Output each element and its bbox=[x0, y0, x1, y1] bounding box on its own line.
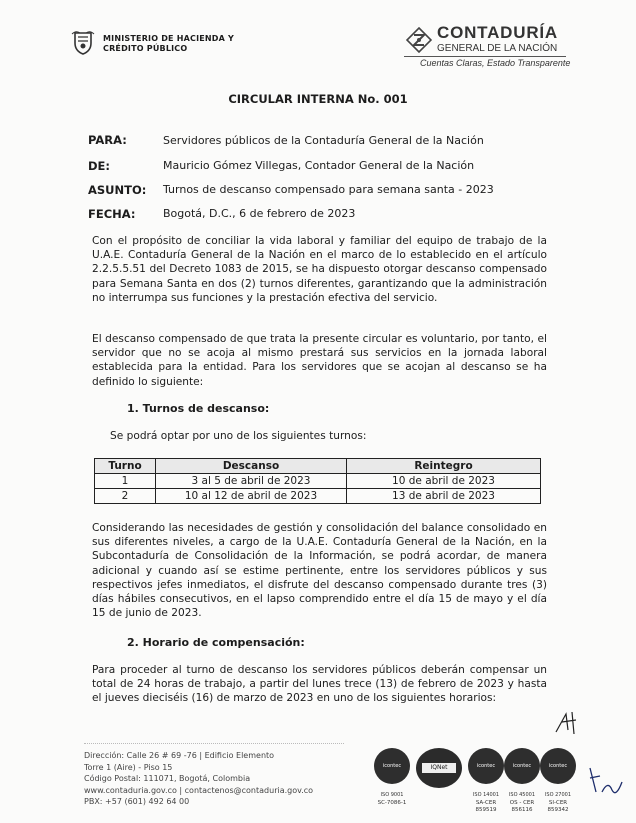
section-2-title: 2. Horario de compensación: bbox=[127, 636, 305, 649]
asunto-value: Turnos de descanso compensado para semana santa - 2023 bbox=[163, 183, 494, 196]
icontec-badge-icon bbox=[468, 748, 504, 784]
cert-code: SI-CER 859342 bbox=[547, 800, 569, 813]
footer-divider bbox=[84, 743, 344, 744]
table-cell: 3 al 5 de abril de 2023 bbox=[156, 474, 347, 489]
iqnet-label: IQNet bbox=[422, 763, 456, 773]
ministry-name bbox=[103, 34, 234, 54]
icontec-label: icontec bbox=[512, 763, 532, 769]
footer-address: Dirección: Calle 26 # 69 -76 | Edificio Elemento bbox=[84, 751, 275, 760]
iqnet-badge-icon bbox=[416, 748, 462, 788]
contaduria-logo-icon bbox=[406, 27, 432, 53]
handwritten-signature-icon bbox=[586, 762, 626, 802]
section-1-title: 1. Turnos de descanso: bbox=[127, 402, 270, 415]
compensation-paragraph: Para proceder al turno de descanso los servidores públicos deberán compensar un total de 24 horas de trabajo, a partir del lunes trece (13) de febrero de 2023 y hasta el jueves dieciséis (16) de marzo de 2023 en uno de los siguientes horarios: bbox=[92, 664, 547, 705]
consolidation-paragraph: Considerando las necesidades de gestión y consolidación del balance consolidado en sus diferentes niveles, a cargo de la U.A.E. Contaduría General de la Nación, en la Subcontaduría de Consolidación de la Información, se podrá acordar, de manera adicional y cuando así se estime pertinente, entre los servidores públicos y sus respectivos jefes inmediatos, el disfrute del descanso compensado durante tres (3) días hábiles consecutivos, en el lapso comprendido entre el día 15 de mayo y el día 15 de junio de 2023. bbox=[92, 522, 547, 620]
para-label: PARA: bbox=[88, 133, 127, 147]
footer-contact bbox=[84, 750, 313, 808]
colombia-coat-of-arms-icon bbox=[70, 30, 96, 56]
icontec-label: icontec bbox=[548, 763, 568, 769]
table-cell: 2 bbox=[95, 489, 156, 504]
contaduria-title: CONTADURÍA bbox=[437, 23, 559, 42]
footer-phone: PBX: +57 (601) 492 64 00 bbox=[84, 797, 190, 806]
footer-web: www.contaduria.gov.co | contactenos@contaduria.gov.co bbox=[84, 785, 314, 795]
table-cell: 10 al 12 de abril de 2023 bbox=[156, 489, 347, 504]
section-1-intro: Se podrá optar por uno de los siguientes turnos: bbox=[110, 430, 367, 442]
de-value: Mauricio Gómez Villegas, Contador General de la Nación bbox=[163, 159, 475, 172]
ministry-line-1: MINISTERIO DE HACIENDA Y bbox=[103, 34, 235, 43]
cert-code: SA-CER 859519 bbox=[475, 800, 497, 813]
header-turno: Turno bbox=[95, 459, 156, 474]
contaduria-slogan: Cuentas Claras, Estado Transparente bbox=[420, 58, 571, 68]
circular-title: CIRCULAR INTERNA No. 001 bbox=[228, 92, 408, 106]
fecha-value: Bogotá, D.C., 6 de febrero de 2023 bbox=[163, 207, 356, 220]
table-cell: 10 de abril de 2023 bbox=[347, 474, 541, 489]
turns-table bbox=[94, 458, 541, 504]
icontec-badge-icon bbox=[504, 748, 540, 784]
icontec-badge-icon bbox=[374, 748, 410, 784]
fecha-label: FECHA: bbox=[88, 207, 136, 221]
table-cell: 1 bbox=[95, 474, 156, 489]
table-cell: 13 de abril de 2023 bbox=[347, 489, 541, 504]
header-reintegro: Reintegro bbox=[347, 459, 541, 474]
cert-standard: ISO 9001 bbox=[380, 792, 404, 798]
footer-tower: Torre 1 (Aire) - Piso 15 bbox=[84, 762, 173, 772]
icontec-badge-icon bbox=[540, 748, 576, 784]
cert-standard: ISO 14001 bbox=[472, 792, 500, 798]
table-header-row bbox=[95, 459, 541, 474]
icontec-label: icontec bbox=[476, 763, 496, 769]
logo-divider bbox=[404, 56, 566, 57]
icontec-label: icontec bbox=[382, 763, 402, 769]
table-row bbox=[95, 474, 541, 489]
initials-mark-icon bbox=[552, 708, 582, 738]
de-label: DE: bbox=[88, 159, 111, 173]
contaduria-subtitle: GENERAL DE LA NACIÓN bbox=[437, 43, 558, 54]
cert-code: SC-7086-1 bbox=[377, 800, 407, 806]
asunto-label: ASUNTO: bbox=[88, 183, 147, 197]
cert-code: OS - CER 856116 bbox=[509, 800, 535, 813]
footer-postal: Código Postal: 111071, Bogotá, Colombia bbox=[84, 774, 251, 783]
para-value: Servidores públicos de la Contaduría General de la Nación bbox=[163, 134, 484, 147]
table-row bbox=[95, 489, 541, 504]
cert-standard: ISO 45001 bbox=[508, 792, 536, 798]
ministry-line-2: CRÉDITO PÚBLICO bbox=[103, 44, 188, 53]
intro-paragraph: Con el propósito de conciliar la vida laboral y familiar del equipo de trabajo de la U.A.E. Contaduría General de la Nación en el marco de lo establecido en el artículo 2.2.5.5.51 del Decreto 1083 de 2015, se ha dispuesto otorgar descanso compensado para Semana Santa en dos (2) turnos diferentes, garantizando que la administración no interrumpa sus funciones y la prestación efectiva del servicio. bbox=[92, 235, 547, 304]
header-descanso: Descanso bbox=[156, 459, 347, 474]
voluntary-paragraph: El descanso compensado de que trata la presente circular es voluntario, por tanto, el servidor que no se acoja al mismo prestará sus servicios en la jornada laboral establecida para la entidad. Para los servidores que se acojan al descanso se ha definido lo siguiente: bbox=[92, 333, 547, 388]
cert-standard: ISO 27001 bbox=[544, 792, 572, 798]
